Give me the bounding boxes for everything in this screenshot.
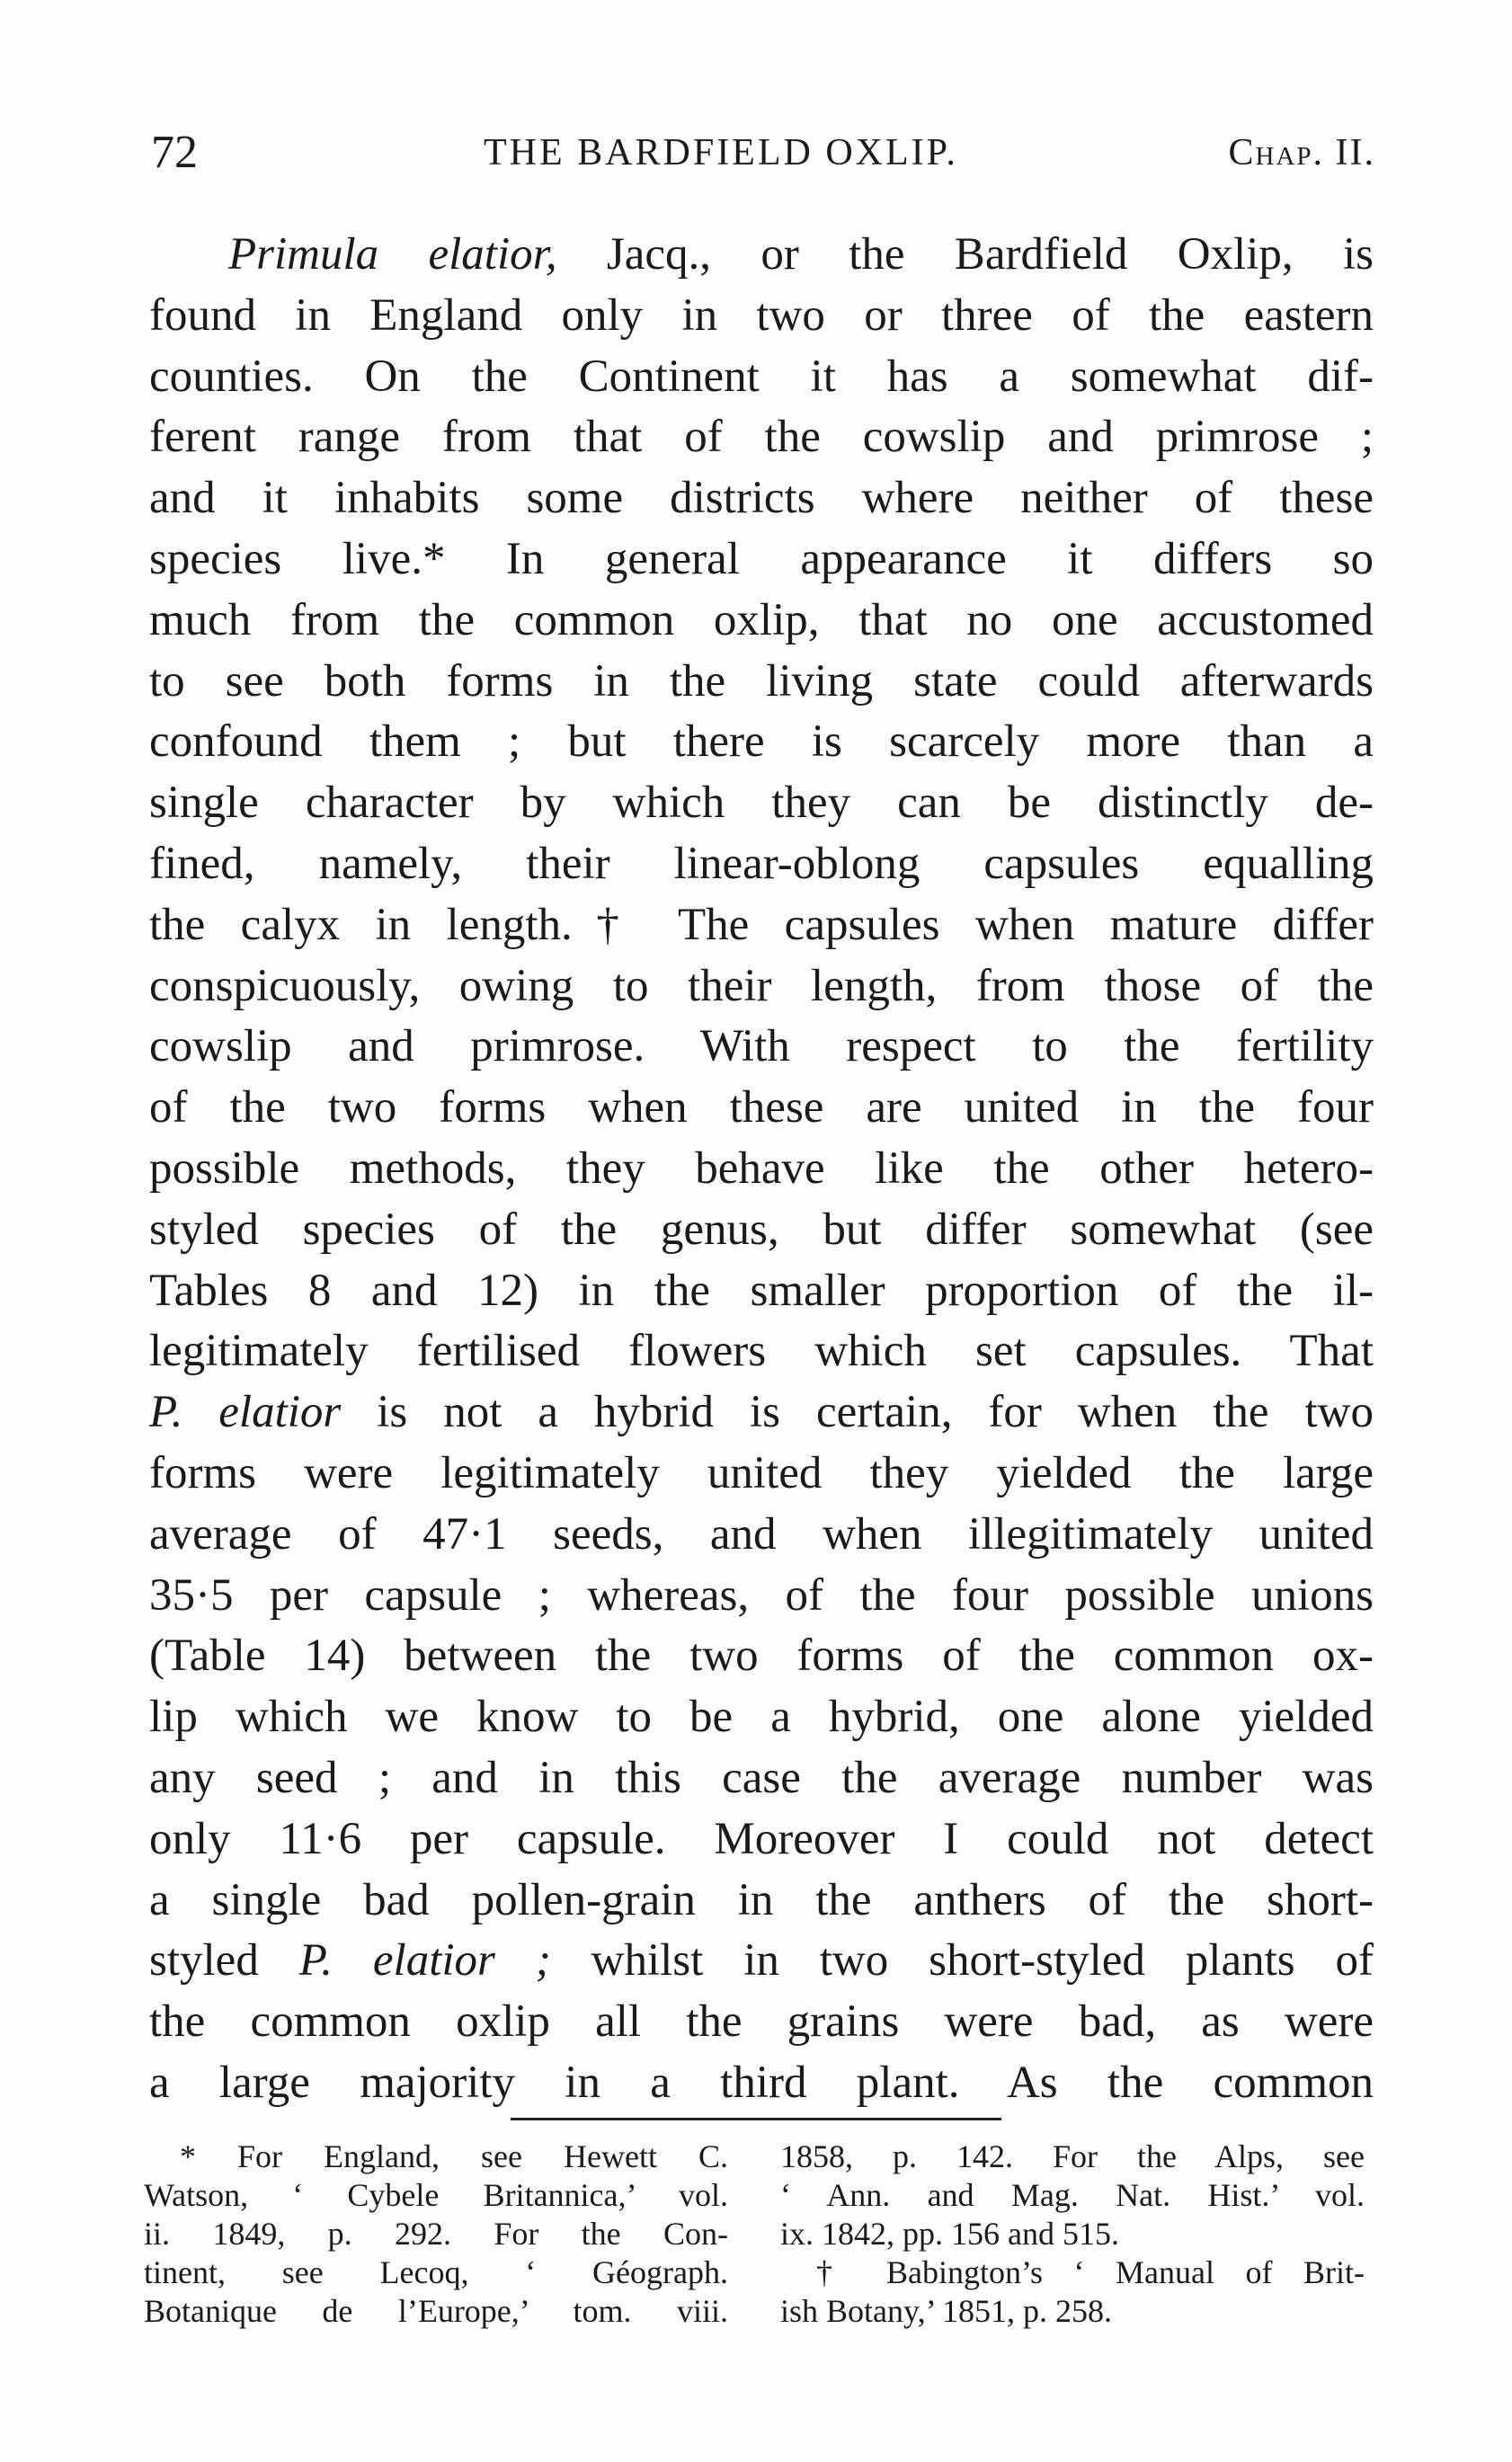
chapter-label: Chap. II.	[1228, 132, 1375, 173]
text-segment: a large majority in a third plant. As the common	[149, 2057, 1374, 2108]
text-segment: of the two forms when these are united in the four	[149, 1082, 1374, 1133]
text-segment: Tables 8 and 12) in the smaller proportion of the il-	[149, 1265, 1374, 1316]
footnote-line: ish Botany,’ 1851, p. 258.	[780, 2293, 1112, 2329]
page-number: 72	[151, 127, 198, 178]
text-segment: the common oxlip all the grains were bad, as were	[149, 1996, 1374, 2048]
footnote-line: Botanique de l’Europe,’ tom. viii.	[144, 2293, 728, 2329]
text-line	[149, 1871, 1374, 1932]
text-line	[149, 1809, 1374, 1871]
footnote-line: 1858, p. 142. For the Alps, see	[780, 2138, 1365, 2174]
text-line	[149, 773, 1374, 834]
text-segment: average of 47·1 seeds, and when illegitimately united	[149, 1508, 1374, 1560]
italic-text: P. elatior	[149, 1387, 342, 1438]
text-segment: any seed ; and in this case the average number was	[149, 1752, 1374, 1803]
text-line	[149, 1748, 1374, 1809]
footnote-line: ‘ Ann. and Mag. Nat. Hist.’ vol.	[780, 2177, 1365, 2213]
text-line	[149, 225, 1374, 286]
footnote-line: tinent, see Lecoq, ‘ Géograph.	[144, 2254, 728, 2290]
text-line	[149, 347, 1374, 408]
text-segment: confound them ; but there is scarcely more than a	[149, 716, 1374, 768]
text-segment: a single bad pollen-grain in the anthers of the short-	[149, 1874, 1374, 1925]
text-line	[149, 956, 1374, 1018]
footnote-divider	[511, 2118, 1001, 2120]
text-segment: much from the common oxlip, that no one accustomed	[149, 594, 1374, 645]
main-text	[149, 225, 1374, 2114]
footnote-column-left	[144, 2138, 728, 2331]
text-segment: whilst in two short-styled plants of	[550, 1935, 1374, 1986]
text-line	[149, 1687, 1374, 1748]
text-line	[149, 1321, 1374, 1382]
text-segment: lip which we know to be a hybrid, one alone yielded	[149, 1692, 1374, 1743]
running-title: THE BARDFIELD OXLIP.	[484, 132, 958, 173]
text-segment: the calyx in length.† The capsules when mature differ	[149, 899, 1374, 950]
text-segment: counties. On the Continent it has a somewhat dif-	[149, 351, 1374, 402]
text-line	[149, 834, 1374, 895]
text-segment: styled	[149, 1935, 299, 1986]
text-segment: possible methods, they behave like the other hetero-	[149, 1142, 1374, 1194]
page-header	[151, 126, 1375, 198]
text-segment: found in England only in two or three of the eastern	[149, 289, 1374, 341]
footnote-line: Watson, ‘ Cybele Britannica,’ vol.	[144, 2177, 728, 2213]
footnote-line: † Babington’s ‘ Manual of Brit-	[816, 2254, 1365, 2290]
text-segment: Jacq., or the Bardfield Oxlip, is	[556, 229, 1374, 280]
text-segment: single character by which they can be distinctly de-	[149, 778, 1374, 829]
text-segment: (Table 14) between the two forms of the common ox-	[149, 1631, 1374, 1682]
text-segment: fined, namely, their linear-oblong capsules equalling	[149, 838, 1374, 889]
text-segment: to see both forms in the living state could afterwards	[149, 655, 1374, 707]
footnote-column-right	[780, 2138, 1365, 2331]
text-line	[149, 1078, 1374, 1139]
text-line	[149, 2053, 1374, 2114]
text-segment: ferent range from that of the cowslip and primrose ;	[149, 412, 1374, 463]
text-line	[149, 1931, 1374, 1992]
footnote-line: ix. 1842, pp. 156 and 515.	[780, 2216, 1119, 2252]
text-line	[149, 712, 1374, 773]
text-line	[149, 1626, 1374, 1687]
text-line	[149, 286, 1374, 347]
text-segment: styled species of the genus, but differ somewhat (see	[149, 1204, 1374, 1255]
text-line	[149, 1992, 1374, 2053]
text-line	[149, 1566, 1374, 1627]
text-line	[149, 1017, 1374, 1078]
text-segment: 35·5 per capsule ; whereas, of the four possible unions	[149, 1569, 1374, 1621]
text-line	[149, 529, 1374, 591]
footnote-line: * For England, see Hewett C.	[180, 2138, 728, 2174]
text-segment: cowslip and primrose. With respect to the fertility	[149, 1021, 1374, 1072]
text-segment: forms were legitimately united they yielded the large	[149, 1447, 1374, 1498]
text-segment: legitimately fertilised flowers which set capsules. That	[149, 1326, 1374, 1377]
footnotes	[144, 2138, 1375, 2362]
text-segment: is not a hybrid is certain, for when the two	[341, 1387, 1374, 1438]
text-line	[149, 1261, 1374, 1322]
italic-text: Primula elatior,	[228, 229, 557, 280]
text-segment: species live.* In general appearance it differs so	[149, 533, 1374, 584]
text-line	[149, 1382, 1374, 1444]
text-segment: and it inhabits some districts where neither of these	[149, 473, 1374, 524]
text-segment: conspicuously, owing to their length, from those of the	[149, 960, 1374, 1011]
footnote-line: ii. 1849, p. 292. For the Con-	[144, 2216, 728, 2252]
text-line	[149, 652, 1374, 713]
text-line	[149, 1139, 1374, 1200]
text-line	[149, 468, 1374, 529]
text-line	[149, 407, 1374, 468]
text-line	[149, 1444, 1374, 1505]
text-segment: only 11·6 per capsule. Moreover I could not detect	[149, 1813, 1374, 1864]
text-line	[149, 1200, 1374, 1261]
italic-text: P. elatior ;	[298, 1935, 551, 1986]
text-line	[149, 1505, 1374, 1566]
text-line	[149, 895, 1374, 956]
text-line	[149, 591, 1374, 652]
